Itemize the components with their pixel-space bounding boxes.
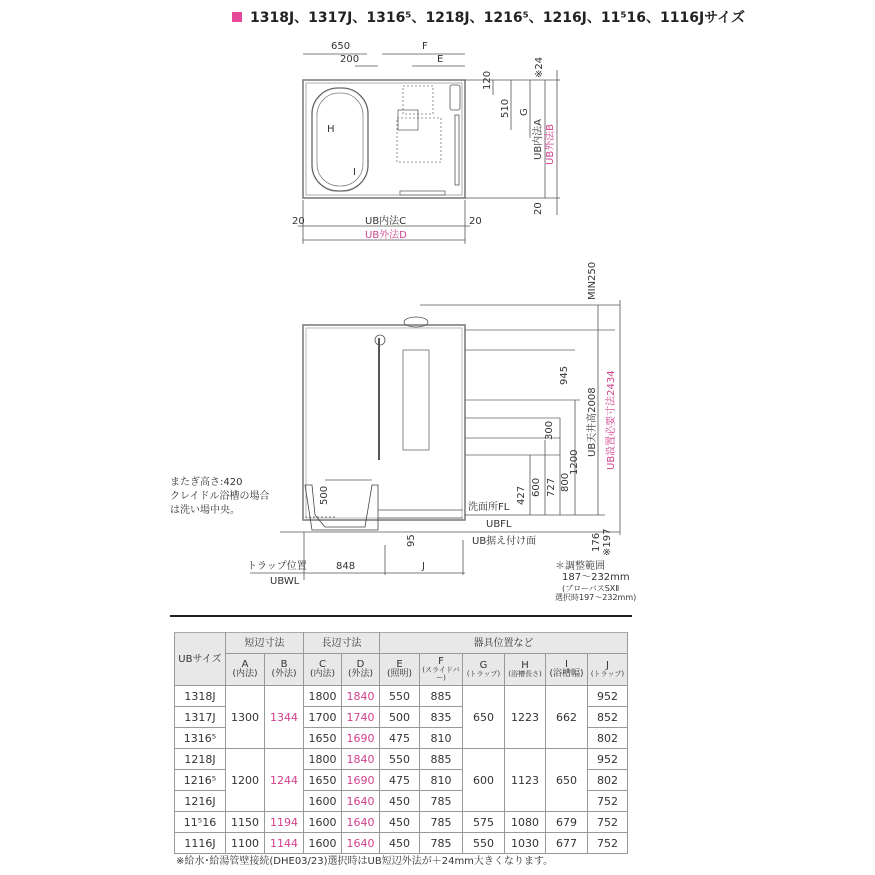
cell-H: 1223 bbox=[505, 686, 546, 749]
table-body bbox=[175, 686, 628, 854]
dim-I: I bbox=[353, 167, 356, 178]
header-short-side: 短辺寸法 bbox=[226, 633, 304, 654]
cell-C: 1600 bbox=[304, 812, 342, 833]
cell-size: 1317J bbox=[175, 707, 226, 728]
cell-A: 1150 bbox=[226, 812, 265, 833]
cell-size: 1116J bbox=[175, 833, 226, 854]
column-key: I bbox=[565, 659, 568, 671]
dim-427: 427 bbox=[516, 485, 527, 505]
note-24: ※24 bbox=[534, 56, 545, 78]
cell-J: 802 bbox=[588, 728, 628, 749]
cell-D: 1640 bbox=[342, 833, 380, 854]
column-key: J bbox=[606, 660, 609, 672]
dim-945: 945 bbox=[559, 365, 570, 385]
table-row bbox=[175, 812, 628, 833]
cell-J: 952 bbox=[588, 749, 628, 770]
header-fixture-position: 器具位置など bbox=[380, 633, 628, 654]
column-header-row bbox=[175, 654, 628, 686]
cell-E: 550 bbox=[380, 686, 420, 707]
cell-F: 835 bbox=[420, 707, 463, 728]
column-sub: (浴槽幅) bbox=[549, 669, 584, 680]
dim-600: 600 bbox=[531, 477, 542, 497]
dim-20-b: 20 bbox=[469, 216, 482, 227]
cell-size: 1216⁵ bbox=[175, 770, 226, 791]
ub-inner-c: UB内法C bbox=[365, 216, 407, 227]
ub-outer-b: UB外法B bbox=[545, 123, 556, 165]
column-key: G bbox=[479, 660, 488, 672]
column-key: F bbox=[438, 656, 444, 668]
dim-J: J bbox=[422, 561, 425, 572]
cell-G: 600 bbox=[463, 749, 505, 812]
cell-A: 1100 bbox=[226, 833, 265, 854]
dim-20-left: 20 bbox=[292, 216, 305, 227]
footnote: ※給水･給湯管壁接続(DHE03/23)選択時はUB短辺外法が＋24mm大きくなります。 bbox=[176, 856, 554, 867]
column-key: A bbox=[241, 659, 249, 671]
title-text: 1318J、1317J、1316⁵、1218J、1216⁵、1216J、11⁵16、1116Jサイズ bbox=[250, 10, 746, 26]
ubwl: UBWL bbox=[270, 576, 300, 587]
dim-120: 120 bbox=[482, 70, 493, 90]
adjust-note-1: (ブローバスSXⅡ bbox=[562, 584, 620, 593]
dim-300: 300 bbox=[544, 420, 555, 440]
cell-C: 1600 bbox=[304, 791, 342, 812]
dim-176: 176 bbox=[591, 532, 602, 552]
column-sub: (外法) bbox=[271, 669, 297, 680]
cell-C: 1650 bbox=[304, 728, 342, 749]
dim-650: 650 bbox=[331, 41, 351, 52]
dim-727: 727 bbox=[546, 477, 557, 497]
cell-I: 650 bbox=[546, 749, 588, 812]
cell-F: 785 bbox=[420, 833, 463, 854]
cell-G: 650 bbox=[463, 686, 505, 749]
cell-H: 1123 bbox=[505, 749, 546, 812]
cell-I: 662 bbox=[546, 686, 588, 749]
dim-95: 95 bbox=[406, 534, 417, 547]
dim-197: ※197 bbox=[602, 528, 613, 556]
cell-F: 785 bbox=[420, 791, 463, 812]
cell-C: 1800 bbox=[304, 686, 342, 707]
dim-1200: 1200 bbox=[569, 449, 580, 475]
dim-20-right: 20 bbox=[533, 202, 544, 215]
cell-E: 475 bbox=[380, 728, 420, 749]
cell-E: 475 bbox=[380, 770, 420, 791]
table-row bbox=[175, 749, 628, 770]
column-key: C bbox=[319, 659, 326, 671]
plan-view bbox=[298, 54, 560, 244]
cell-B: 1144 bbox=[265, 833, 304, 854]
table-row bbox=[175, 686, 628, 707]
dim-848: 848 bbox=[336, 561, 356, 572]
cell-F: 810 bbox=[420, 770, 463, 791]
note-center: は洗い場中央。 bbox=[170, 505, 240, 516]
cell-B: 1344 bbox=[265, 686, 304, 749]
cell-C: 1600 bbox=[304, 833, 342, 854]
cell-size: 11⁵16 bbox=[175, 812, 226, 833]
column-sub: (スライドバー) bbox=[422, 666, 460, 682]
column-sub: (内法) bbox=[309, 669, 336, 680]
cell-J: 802 bbox=[588, 770, 628, 791]
ub-outer-d: UB外法D bbox=[365, 230, 407, 241]
cell-D: 1740 bbox=[342, 707, 380, 728]
adjust-note-2: 選択時197〜232mm) bbox=[555, 593, 637, 602]
note-straddle: またぎ高さ:420 bbox=[170, 477, 243, 488]
ceiling-height: UB天井高2008 bbox=[587, 387, 598, 457]
cell-D: 1690 bbox=[342, 728, 380, 749]
cell-E: 550 bbox=[380, 749, 420, 770]
note-cradle: クレイドル浴槽の場合 bbox=[170, 491, 270, 502]
column-sub: (照明) bbox=[386, 669, 413, 680]
cell-A: 1200 bbox=[226, 749, 265, 812]
dim-G: G bbox=[519, 108, 530, 116]
cell-J: 852 bbox=[588, 707, 628, 728]
trap-position: トラップ位置 bbox=[247, 561, 307, 572]
cell-F: 885 bbox=[420, 686, 463, 707]
column-header-F bbox=[420, 654, 463, 686]
dim-500: 500 bbox=[319, 485, 330, 505]
cell-F: 885 bbox=[420, 749, 463, 770]
cell-E: 450 bbox=[380, 833, 420, 854]
cell-E: 500 bbox=[380, 707, 420, 728]
header-ub-size: UBサイズ bbox=[175, 633, 226, 686]
column-sub: (トラップ) bbox=[466, 670, 501, 679]
adjust-range-value: 187〜232mm bbox=[562, 572, 630, 583]
column-header-A bbox=[226, 654, 265, 686]
column-sub: (浴槽長さ) bbox=[508, 670, 542, 679]
column-header-E bbox=[380, 654, 420, 686]
cell-C: 1650 bbox=[304, 770, 342, 791]
cell-D: 1640 bbox=[342, 812, 380, 833]
cell-C: 1800 bbox=[304, 749, 342, 770]
cell-H: 1030 bbox=[505, 833, 546, 854]
cell-F: 785 bbox=[420, 812, 463, 833]
header-long-side: 長辺寸法 bbox=[304, 633, 380, 654]
cell-D: 1840 bbox=[342, 686, 380, 707]
column-key: H bbox=[521, 660, 529, 672]
cell-H: 1080 bbox=[505, 812, 546, 833]
column-header-H bbox=[505, 654, 546, 686]
column-sub: (内法) bbox=[232, 669, 258, 680]
column-sub: (外法) bbox=[347, 669, 374, 680]
cell-G: 550 bbox=[463, 833, 505, 854]
cell-J: 952 bbox=[588, 686, 628, 707]
cell-size: 1218J bbox=[175, 749, 226, 770]
senmen-fl: 洗面所FL bbox=[468, 502, 510, 513]
cell-D: 1840 bbox=[342, 749, 380, 770]
ub-inner-a: UB内法A bbox=[533, 118, 544, 160]
table-row bbox=[175, 833, 628, 854]
cell-E: 450 bbox=[380, 812, 420, 833]
dim-F: F bbox=[422, 41, 428, 52]
column-key: D bbox=[356, 659, 365, 671]
ubfl: UBFL bbox=[486, 519, 512, 530]
cell-B: 1194 bbox=[265, 812, 304, 833]
dim-510: 510 bbox=[500, 98, 511, 118]
cell-I: 679 bbox=[546, 812, 588, 833]
cell-F: 810 bbox=[420, 728, 463, 749]
elevation-view bbox=[250, 300, 620, 580]
column-header-C bbox=[304, 654, 342, 686]
column-header-D bbox=[342, 654, 380, 686]
cell-B: 1244 bbox=[265, 749, 304, 812]
cell-J: 752 bbox=[588, 812, 628, 833]
cell-D: 1640 bbox=[342, 791, 380, 812]
cell-I: 677 bbox=[546, 833, 588, 854]
install-face: UB据え付け面 bbox=[472, 536, 537, 547]
adjust-range-label: ＊調整範囲 bbox=[555, 561, 605, 572]
cell-size: 1316⁵ bbox=[175, 728, 226, 749]
cell-G: 575 bbox=[463, 812, 505, 833]
column-sub: (トラップ) bbox=[590, 670, 625, 679]
column-key: B bbox=[280, 659, 288, 671]
column-header-I bbox=[546, 654, 588, 686]
cell-size: 1318J bbox=[175, 686, 226, 707]
column-key: E bbox=[396, 659, 403, 671]
cell-D: 1690 bbox=[342, 770, 380, 791]
dim-E: E bbox=[437, 54, 444, 65]
required-height: UB設置必要寸法2434 bbox=[606, 370, 617, 470]
dimension-table bbox=[174, 632, 628, 854]
column-header-J bbox=[588, 654, 628, 686]
cell-J: 752 bbox=[588, 791, 628, 812]
cell-J: 752 bbox=[588, 833, 628, 854]
dim-200: 200 bbox=[340, 54, 360, 65]
column-header-B bbox=[265, 654, 304, 686]
cell-E: 450 bbox=[380, 791, 420, 812]
cell-C: 1700 bbox=[304, 707, 342, 728]
dim-H: H bbox=[327, 124, 335, 135]
dim-800: 800 bbox=[560, 472, 571, 492]
column-header-G bbox=[463, 654, 505, 686]
mirror bbox=[403, 350, 429, 450]
bathtub-section bbox=[305, 485, 378, 530]
cell-size: 1216J bbox=[175, 791, 226, 812]
dim-min250: MIN250 bbox=[587, 261, 598, 300]
cell-A: 1300 bbox=[226, 686, 265, 749]
